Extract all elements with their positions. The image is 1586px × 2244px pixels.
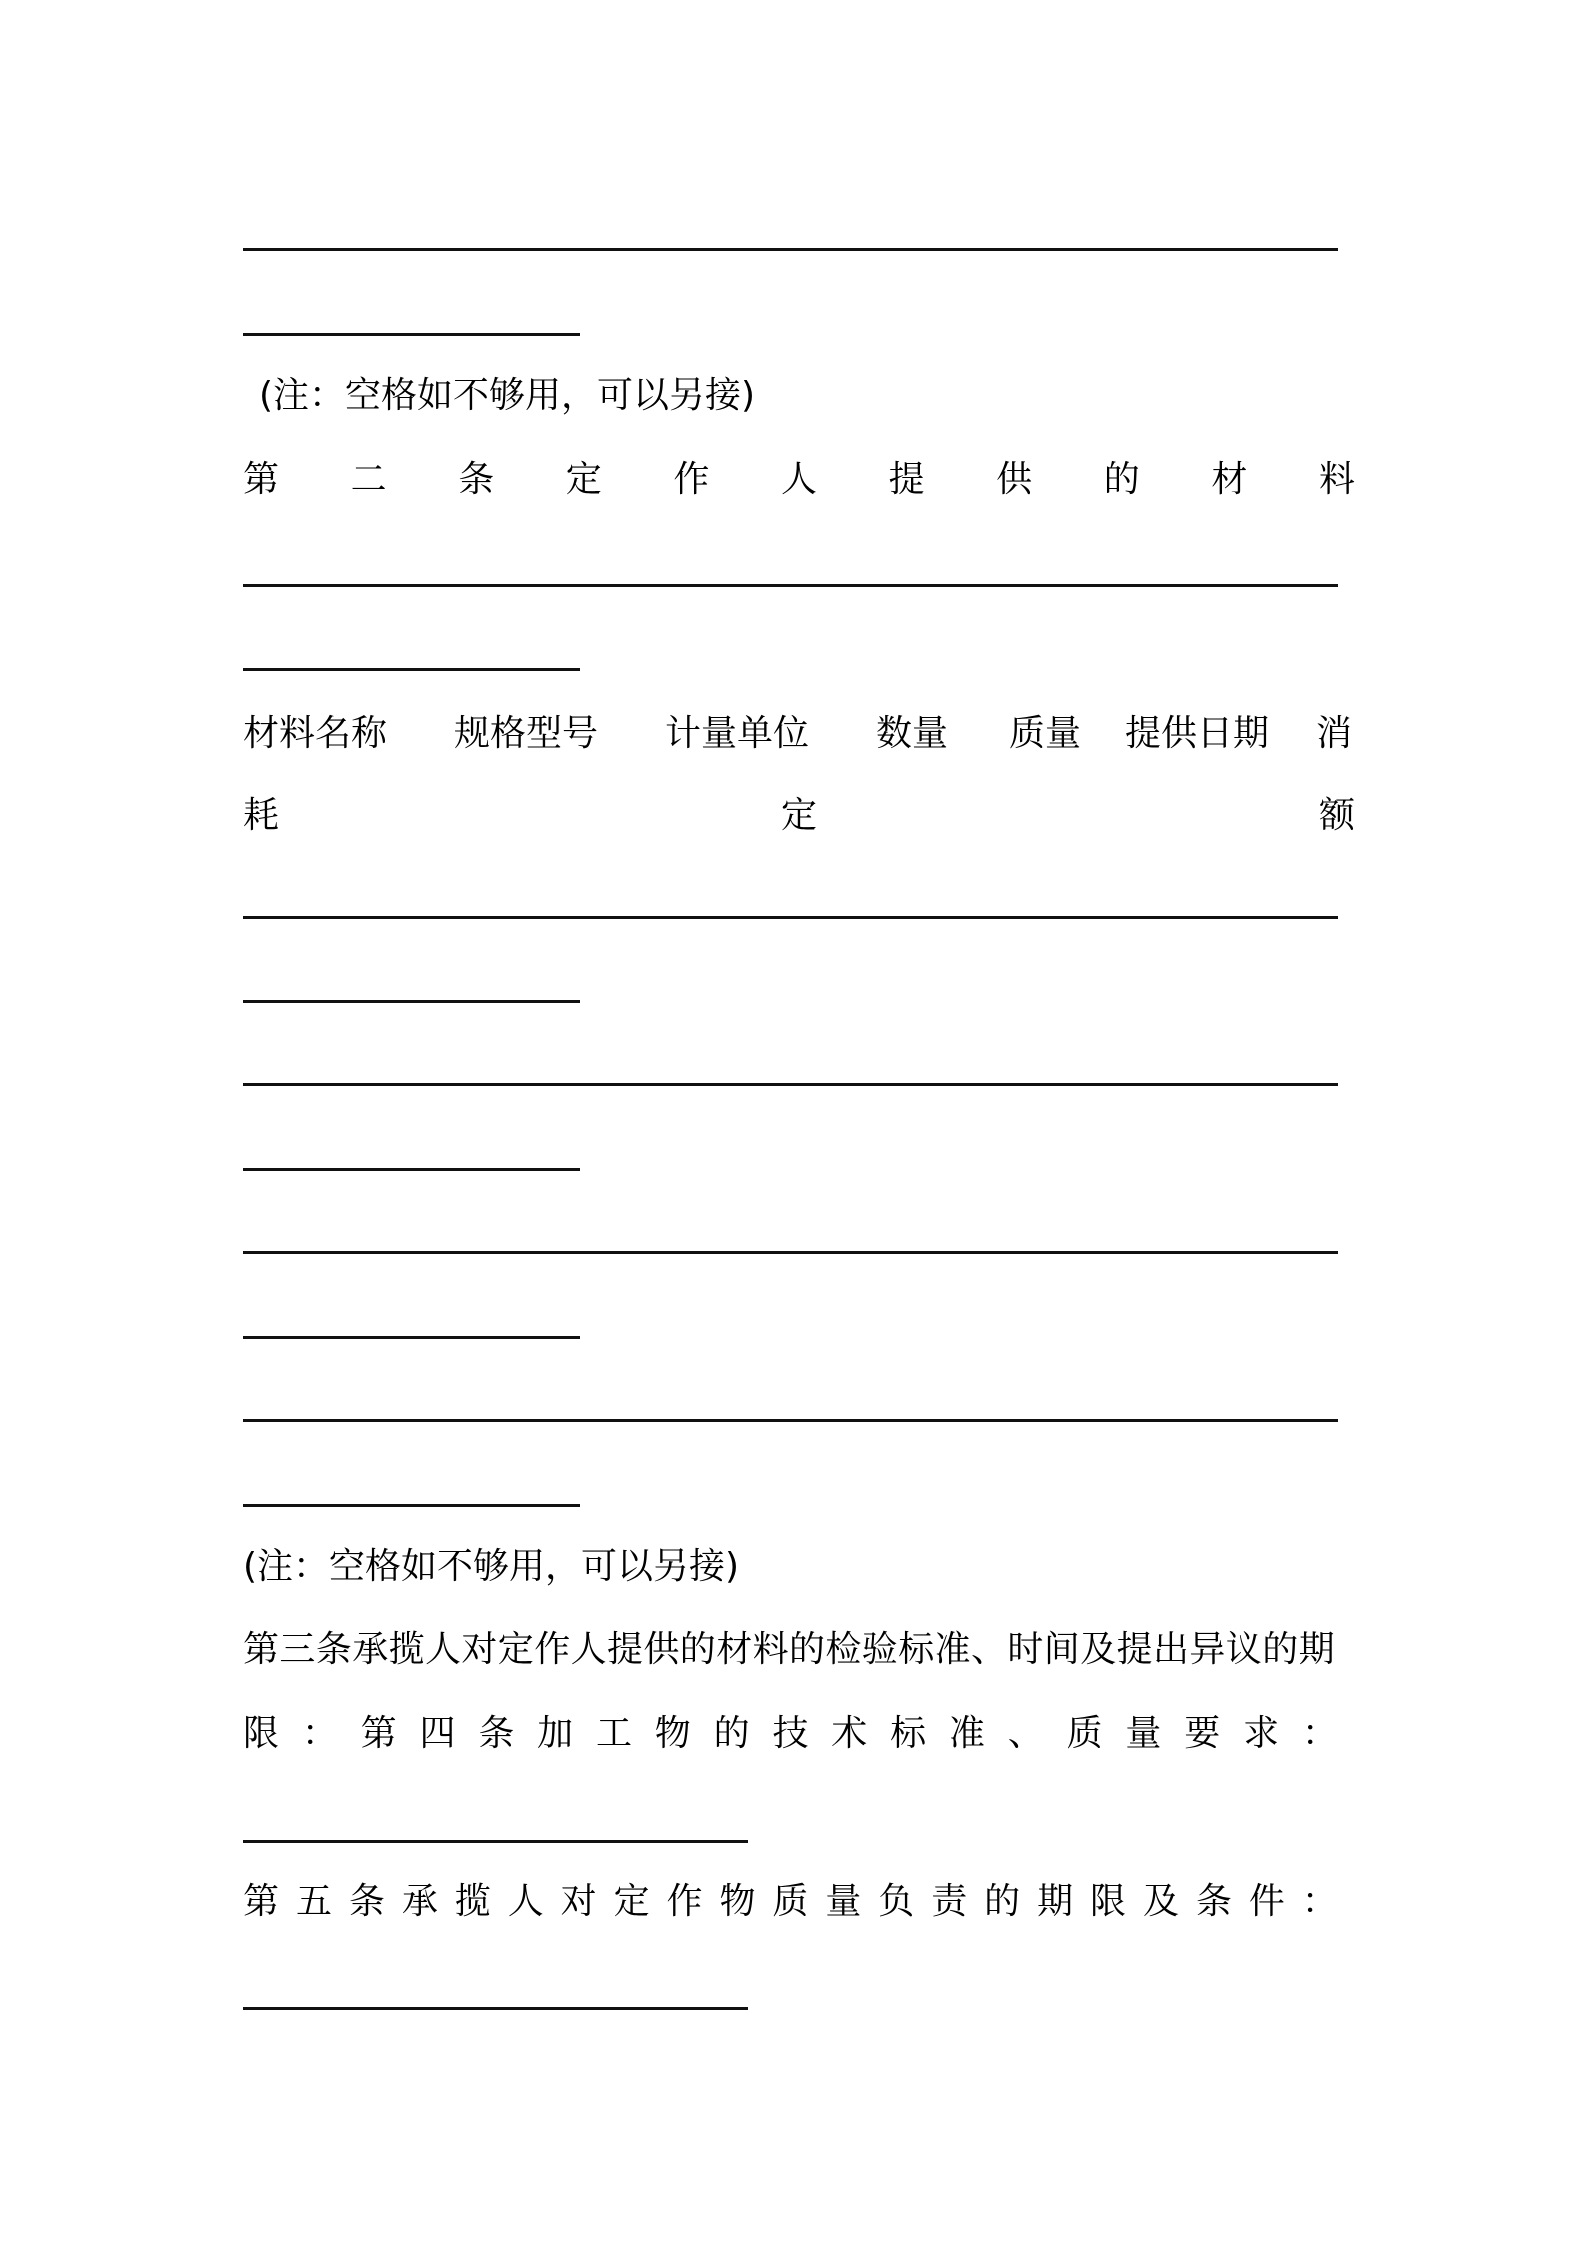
article-5-char: 条 bbox=[348, 1881, 385, 1922]
article-5-char: 质 bbox=[772, 1881, 809, 1922]
article-4-char: 物 bbox=[654, 1713, 691, 1754]
article-2-char: 第 bbox=[243, 459, 280, 500]
article-4-char: 加 bbox=[537, 1713, 574, 1754]
fill-in-blank-line[interactable] bbox=[243, 1336, 580, 1339]
article-5-char: 揽 bbox=[454, 1881, 491, 1922]
article-5-char: 条 bbox=[1195, 1881, 1232, 1922]
article-5-char: 对 bbox=[560, 1881, 597, 1922]
fill-in-blank-line[interactable] bbox=[243, 1251, 1338, 1254]
article-5-char: 限 bbox=[1090, 1881, 1127, 1922]
article-2-char: 供 bbox=[996, 459, 1033, 500]
consumption-quota-char: 定 bbox=[780, 795, 817, 836]
article-4-char: 第 bbox=[360, 1713, 397, 1754]
header-quantity: 数量 bbox=[876, 713, 949, 754]
article-2-char: 料 bbox=[1318, 459, 1355, 500]
article-5-char: 负 bbox=[878, 1881, 915, 1922]
header-material-name: 材料名称 bbox=[243, 713, 388, 754]
fill-in-blank-line[interactable] bbox=[243, 1083, 1338, 1086]
article-4-char: ： bbox=[301, 1713, 338, 1754]
article-5-char: 的 bbox=[984, 1881, 1021, 1922]
header-consumption-quota-start: 消 bbox=[1316, 713, 1353, 754]
note-blank-insufficient: (注：空格如不够用，可以另接) bbox=[243, 1546, 740, 1587]
article-2-char: 的 bbox=[1103, 459, 1140, 500]
article-4-char: 要 bbox=[1184, 1713, 1221, 1754]
article-5-char: ： bbox=[1301, 1881, 1338, 1922]
article-4-char: 量 bbox=[1125, 1713, 1162, 1754]
header-unit: 计量单位 bbox=[665, 713, 810, 754]
article-5-char: 责 bbox=[931, 1881, 968, 1922]
article-2-char: 条 bbox=[458, 459, 495, 500]
header-supply-date: 提供日期 bbox=[1125, 713, 1270, 754]
fill-in-blank-line[interactable] bbox=[243, 1419, 1338, 1422]
fill-in-blank-line[interactable] bbox=[243, 2007, 748, 2010]
fill-in-blank-line[interactable] bbox=[243, 1840, 748, 1843]
article-5-char: 承 bbox=[401, 1881, 438, 1922]
article-4-char: 质 bbox=[1066, 1713, 1103, 1754]
header-quality: 质量 bbox=[1009, 713, 1082, 754]
fill-in-blank-line[interactable] bbox=[243, 584, 1338, 587]
article-5-char: 物 bbox=[719, 1881, 756, 1922]
article-5-char: 及 bbox=[1142, 1881, 1179, 1922]
article-4-char: 、 bbox=[1007, 1713, 1044, 1754]
article-5-char: 期 bbox=[1037, 1881, 1074, 1922]
article-4-char: 的 bbox=[713, 1713, 750, 1754]
article-4-char: 条 bbox=[478, 1713, 515, 1754]
article-3-heading: 第三条承揽人对定作人提供的材料的检验标准、时间及提出异议的期 bbox=[243, 1629, 1336, 1670]
fill-in-blank-line[interactable] bbox=[243, 668, 580, 671]
article-4-char: 四 bbox=[419, 1713, 456, 1754]
article-5-char: 作 bbox=[666, 1881, 703, 1922]
article-2-char: 材 bbox=[1211, 459, 1248, 500]
article-5-char: 定 bbox=[613, 1881, 650, 1922]
article-4-char: 限 bbox=[243, 1713, 280, 1754]
fill-in-blank-line[interactable] bbox=[243, 1168, 580, 1171]
article-4-char: 技 bbox=[772, 1713, 809, 1754]
article-5-heading bbox=[243, 1880, 1338, 1924]
article-5-char: 五 bbox=[295, 1881, 332, 1922]
article-5-char: 量 bbox=[825, 1881, 862, 1922]
consumption-quota-char: 耗 bbox=[243, 795, 280, 836]
fill-in-blank-line[interactable] bbox=[243, 1504, 580, 1507]
article-5-char: 件 bbox=[1248, 1881, 1285, 1922]
fill-in-blank-line[interactable] bbox=[243, 333, 580, 336]
article-2-char: 作 bbox=[673, 459, 710, 500]
article-2-char: 提 bbox=[888, 459, 925, 500]
note-blank-insufficient: (注：空格如不够用，可以另接) bbox=[259, 375, 756, 416]
article-2-char: 定 bbox=[565, 459, 602, 500]
article-4-char: 术 bbox=[831, 1713, 868, 1754]
article-2-char: 人 bbox=[780, 459, 817, 500]
fill-in-blank-line[interactable] bbox=[243, 1000, 580, 1003]
article-4-heading bbox=[243, 1712, 1338, 1756]
article-5-char: 第 bbox=[243, 1881, 280, 1922]
consumption-quota-char: 额 bbox=[1318, 795, 1355, 836]
material-table-headers bbox=[243, 712, 1355, 756]
article-4-char: 求 bbox=[1243, 1713, 1280, 1754]
fill-in-blank-line[interactable] bbox=[243, 916, 1338, 919]
header-spec-model: 规格型号 bbox=[454, 713, 599, 754]
article-4-char: 准 bbox=[948, 1713, 985, 1754]
article-4-char: 工 bbox=[595, 1713, 632, 1754]
article-2-heading bbox=[243, 458, 1355, 502]
article-4-char: 标 bbox=[890, 1713, 927, 1754]
article-5-char: 人 bbox=[507, 1881, 544, 1922]
article-4-char: ： bbox=[1301, 1713, 1338, 1754]
fill-in-blank-line[interactable] bbox=[243, 248, 1338, 251]
header-consumption-quota-cont bbox=[243, 794, 1355, 838]
article-2-char: 二 bbox=[350, 459, 387, 500]
